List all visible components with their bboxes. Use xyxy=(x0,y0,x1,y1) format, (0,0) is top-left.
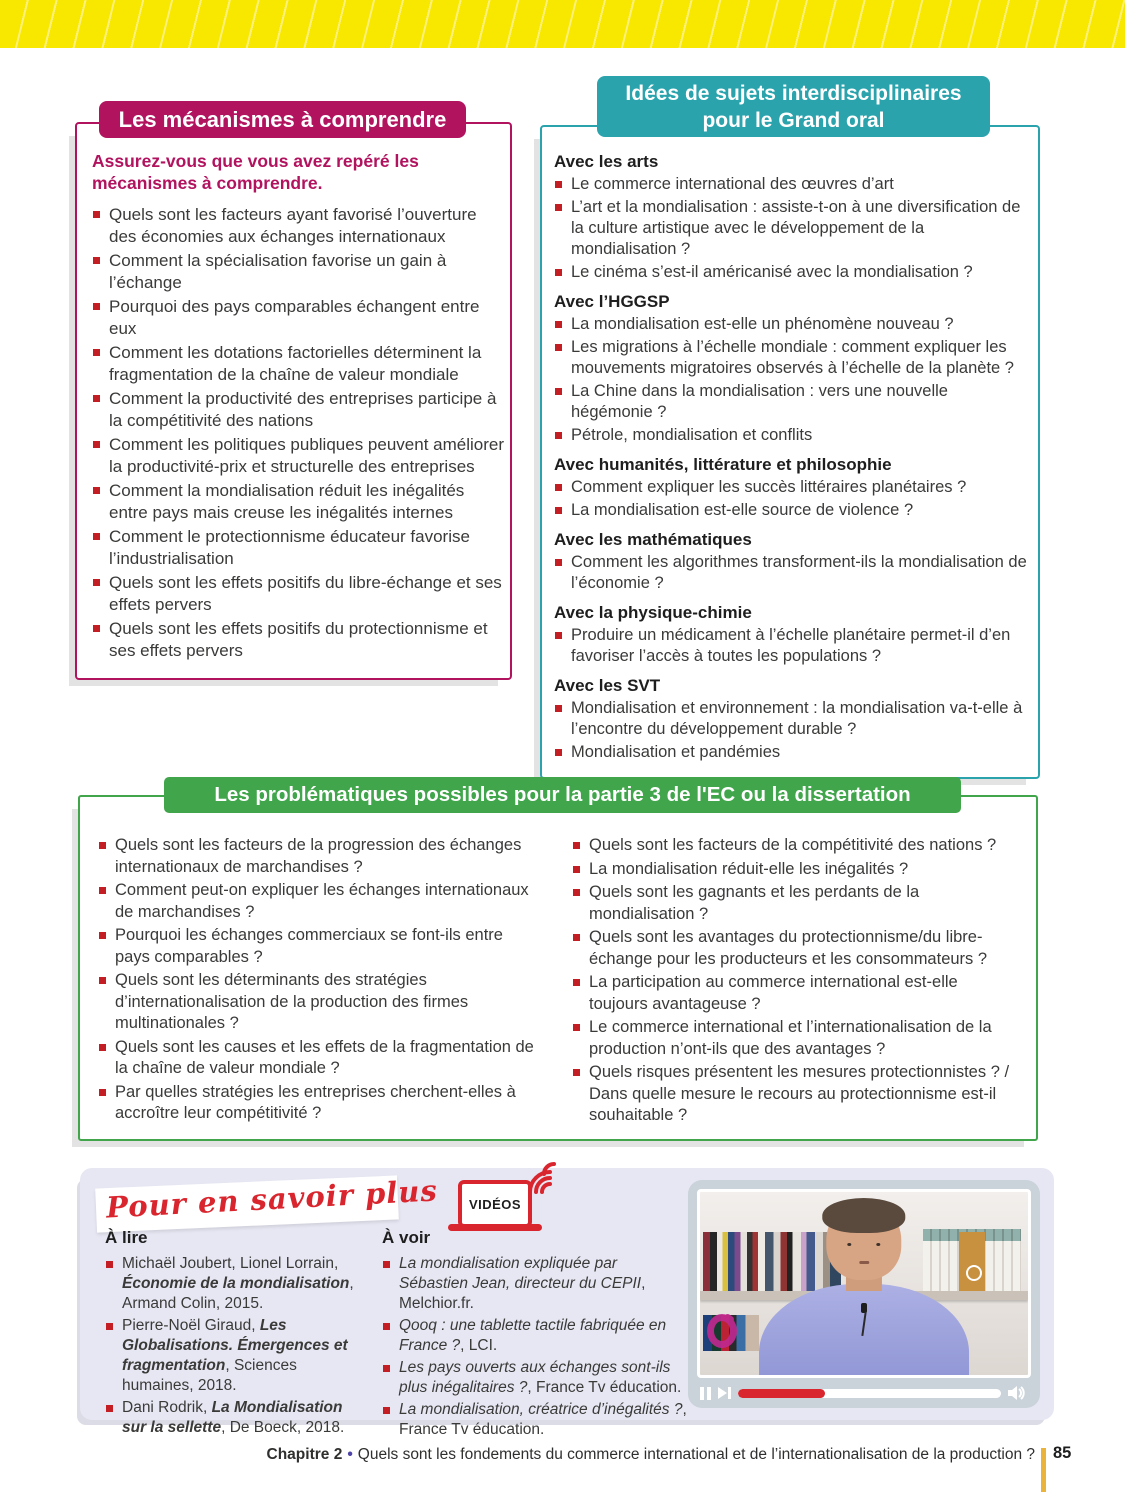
bullet-square-icon xyxy=(106,1405,113,1412)
list-item: Quels sont les facteurs ayant favorisé l’ouverture des économies aux échanges internationaux xyxy=(92,204,507,248)
footer-accent-bar xyxy=(1041,1448,1046,1492)
grand-oral-section xyxy=(554,602,1030,667)
mechanisms-box-title: Les mécanismes à comprendre xyxy=(99,101,466,138)
bullet-square-icon xyxy=(555,632,562,639)
list-item: Qooq : une tablette tactile fabriquée en France ?, LCI. xyxy=(382,1316,690,1356)
section-heading: Avec les mathématiques xyxy=(554,530,752,549)
bullet-square-icon xyxy=(93,349,100,356)
savoir-plus-panel xyxy=(80,1168,1054,1438)
mechanisms-intro: Assurez-vous que vous avez repéré les mécanismes à comprendre. xyxy=(92,151,419,193)
video-player[interactable] xyxy=(688,1180,1040,1408)
mechanisms-list xyxy=(92,204,504,662)
video-controls xyxy=(700,1384,1028,1402)
bullet-square-icon xyxy=(555,321,562,328)
list-item: Comment la mondialisation réduit les inégalités entre pays mais creuse les inégalités internes xyxy=(92,480,507,524)
list-item: La mondialisation est-elle un phénomène nouveau ? xyxy=(554,314,1030,335)
bullet-square-icon xyxy=(93,303,100,310)
footer-separator: • xyxy=(347,1446,353,1463)
list-item: Produire un médicament à l’échelle planétaire permet-il d’en favoriser l’accès à toutes les populations ? xyxy=(554,625,1030,667)
pause-button[interactable] xyxy=(700,1387,711,1400)
bullet-square-icon xyxy=(573,979,580,986)
bullet-square-icon xyxy=(106,1261,113,1268)
section-list xyxy=(554,477,1030,521)
list-item: Quels risques présentent les mesures protectionnistes ? / Dans quelle mesure le recours au protectionnisme est-il souhaitable ? xyxy=(572,1062,1016,1127)
bullet-square-icon xyxy=(93,579,100,586)
list-item: Mondialisation et environnement : la mondialisation va-t-elle à l’encontre du développement durable ? xyxy=(554,698,1030,740)
list-item: Comment les algorithmes transforment-ils la mondialisation de l’économie ? xyxy=(554,552,1030,594)
bullet-square-icon xyxy=(383,1261,390,1268)
list-item: Quels sont les causes et les effets de la fragmentation de la chaîne de valeur mondiale ? xyxy=(98,1037,542,1080)
bullet-square-icon xyxy=(106,1323,113,1330)
speaker-mouth xyxy=(859,1261,869,1264)
list-item: La mondialisation expliquée par Sébastien Jean, directeur du CEPII, Melchior.fr. xyxy=(382,1254,690,1314)
bullet-square-icon xyxy=(93,533,100,540)
list-item: Pétrole, mondialisation et conflits xyxy=(554,425,1030,446)
mechanisms-box xyxy=(75,122,512,680)
bullet-square-icon xyxy=(573,842,580,849)
list-item: Le commerce international des œuvres d’art xyxy=(554,174,1030,195)
speaker-eye xyxy=(847,1243,851,1246)
bullet-square-icon xyxy=(555,388,562,395)
list-item: Quels sont les déterminants des stratégies d’internationalisation de la production des firmes multinationales ? xyxy=(98,970,542,1035)
bullet-square-icon xyxy=(555,269,562,276)
decorative-stripes-band xyxy=(0,0,1125,48)
bullet-square-icon xyxy=(93,441,100,448)
list-item: La mondialisation, créatrice d’inégalités ?, France Tv éducation. xyxy=(382,1400,690,1440)
list-item: Le cinéma s’est-il américanisé avec la mondialisation ? xyxy=(554,262,1030,283)
list-item: La Chine dans la mondialisation : vers une nouvelle hégémonie ? xyxy=(554,381,1030,423)
grand-oral-section xyxy=(554,151,1030,283)
videos-badge-label: VIDÉOS xyxy=(468,1196,522,1212)
list-item: Comment les politiques publiques peuvent améliorer la productivité-prix et structurelle des entreprises xyxy=(92,434,507,478)
bullet-square-icon xyxy=(99,842,106,849)
list-item: Comment le protectionnisme éducateur favorise l’industrialisation xyxy=(92,526,507,570)
list-item: Comment les dotations factorielles déterminent la fragmentation de la chaîne de valeur mondiale xyxy=(92,342,507,386)
grand-oral-section xyxy=(554,675,1030,763)
bullet-square-icon xyxy=(555,507,562,514)
bullet-square-icon xyxy=(555,484,562,491)
bullet-square-icon xyxy=(555,432,562,439)
laptop-icon xyxy=(458,1180,532,1228)
list-item: Pourquoi des pays comparables échangent entre eux xyxy=(92,296,507,340)
list-item: Pourquoi les échanges commerciaux se font-ils entre pays comparables ? xyxy=(98,925,542,968)
list-item: La mondialisation est-elle source de violence ? xyxy=(554,500,1030,521)
a-voir-list xyxy=(382,1254,690,1440)
section-list xyxy=(554,698,1030,763)
savoir-plus-title: Pour en savoir plus xyxy=(105,1173,439,1225)
bookshelf-books xyxy=(703,1232,841,1291)
list-item: Les migrations à l’échelle mondiale : comment expliquer les mouvements migratoires observés à l’échelle de la planète ? xyxy=(554,337,1030,379)
section-heading: Avec les SVT xyxy=(554,676,661,695)
section-list xyxy=(554,314,1030,446)
problematiques-box xyxy=(78,795,1038,1141)
bullet-square-icon xyxy=(555,344,562,351)
problematiques-box-title: Les problématiques possibles pour la partie 3 de l'EC ou la dissertation xyxy=(164,777,961,813)
problematiques-left-column xyxy=(98,835,542,1129)
list-item: Pierre-Noël Giraud, Les Globalisations. Émergences et fragmentation, Sciences humaines, 2018. xyxy=(105,1316,367,1396)
list-item: L’art et la mondialisation : assiste-t-on à une diversification de la culture artistique avec le développement de la mondialisation ? xyxy=(554,197,1030,260)
bullet-square-icon xyxy=(573,866,580,873)
section-list xyxy=(554,625,1030,667)
a-lire-list xyxy=(105,1254,367,1438)
list-item: Comment peut-on expliquer les échanges internationaux de marchandises ? xyxy=(98,880,542,923)
bullet-square-icon xyxy=(93,395,100,402)
grand-oral-box-title xyxy=(597,76,990,137)
a-lire-heading: À lire xyxy=(105,1228,148,1247)
list-item: Le commerce international et l’internationalisation de la production n’ont-ils que des avantages ? xyxy=(572,1017,1016,1060)
grand-oral-box xyxy=(540,125,1040,779)
speaker-head xyxy=(826,1203,901,1280)
list-item: Quels sont les avantages du protectionnisme/du libre-échange pour les producteurs et les consommateurs ? xyxy=(572,927,1016,970)
list-item: Quels sont les effets positifs du protectionnisme et ses effets pervers xyxy=(92,618,507,662)
lapel-mic xyxy=(861,1303,867,1313)
section-heading: Avec la physique-chimie xyxy=(554,603,752,622)
bullet-square-icon xyxy=(383,1407,390,1414)
bullet-square-icon xyxy=(555,559,562,566)
section-heading: Avec les arts xyxy=(554,152,659,171)
section-heading: Avec l’HGGSP xyxy=(554,292,670,311)
skip-next-button[interactable] xyxy=(718,1387,731,1399)
bullet-square-icon xyxy=(99,932,106,939)
a-lire-column xyxy=(105,1228,367,1440)
speaker-eye xyxy=(877,1243,881,1246)
section-heading: Avec humanités, littérature et philosophie xyxy=(554,455,892,474)
page-number: 85 xyxy=(1053,1444,1072,1462)
list-item: Comment expliquer les succès littéraires planétaires ? xyxy=(554,477,1030,498)
grand-oral-section xyxy=(554,454,1030,521)
bullet-square-icon xyxy=(573,934,580,941)
list-item: Michaël Joubert, Lionel Lorrain, Économie de la mondialisation, Armand Colin, 2015. xyxy=(105,1254,367,1314)
section-list xyxy=(554,552,1030,594)
list-item: Les pays ouverts aux échanges sont-ils plus inégalitaires ?, France Tv éducation. xyxy=(382,1358,690,1398)
bullet-square-icon xyxy=(555,181,562,188)
problematiques-right-column xyxy=(572,835,1016,1129)
video-still-image xyxy=(697,1189,1031,1378)
grand-oral-sections xyxy=(554,151,1030,763)
bullet-square-icon xyxy=(99,1089,106,1096)
bullet-square-icon xyxy=(573,1069,580,1076)
grand-oral-section xyxy=(554,291,1030,446)
list-item: Quels sont les gagnants et les perdants de la mondialisation ? xyxy=(572,882,1016,925)
bullet-square-icon xyxy=(555,705,562,712)
list-item: Dani Rodrik, La Mondialisation sur la sellette, De Boeck, 2018. xyxy=(105,1398,367,1438)
grand-oral-section xyxy=(554,529,1030,594)
bullet-square-icon xyxy=(93,487,100,494)
volume-icon[interactable] xyxy=(1008,1385,1028,1401)
bullet-square-icon xyxy=(99,1044,106,1051)
bullet-square-icon xyxy=(555,749,562,756)
footer-chapter-label: Chapitre 2 xyxy=(266,1446,343,1463)
cepii-brochure xyxy=(959,1232,985,1292)
footer-chapter-title: Quels sont les fondements du commerce international et de l’internationalisation de la production ? xyxy=(357,1446,1035,1463)
bullet-square-icon xyxy=(383,1365,390,1372)
list-item: Quels sont les facteurs de la progression des échanges internationaux de marchandises ? xyxy=(98,835,542,878)
grand-oral-title-line2: pour le Grand oral xyxy=(702,108,885,132)
bullet-square-icon xyxy=(573,889,580,896)
bullet-square-icon xyxy=(573,1024,580,1031)
bullet-square-icon xyxy=(383,1323,390,1330)
a-voir-column xyxy=(382,1228,690,1442)
list-item: Quels sont les effets positifs du libre-échange et ses effets pervers xyxy=(92,572,507,616)
section-list xyxy=(554,174,1030,283)
list-item: Quels sont les facteurs de la compétitivité des nations ? xyxy=(572,835,1016,857)
list-item: Par quelles stratégies les entreprises cherchent-elles à accroître leur compétitivité ? xyxy=(98,1082,542,1125)
bullet-square-icon xyxy=(99,887,106,894)
bullet-square-icon xyxy=(555,204,562,211)
list-item: La mondialisation réduit-elle les inégalités ? xyxy=(572,859,1016,881)
progress-bar[interactable] xyxy=(738,1389,1001,1398)
list-item: Mondialisation et pandémies xyxy=(554,742,1030,763)
list-item: La participation au commerce international est-elle toujours avantageuse ? xyxy=(572,972,1016,1015)
video-watermark-logo xyxy=(707,1314,737,1348)
bullet-square-icon xyxy=(93,211,100,218)
grand-oral-title-line1: Idées de sujets interdisciplinaires xyxy=(625,81,962,105)
footer xyxy=(0,1446,1035,1464)
bullet-square-icon xyxy=(93,257,100,264)
videos-badge xyxy=(442,1174,552,1230)
list-item: Comment la productivité des entreprises participe à la compétitivité des nations xyxy=(92,388,507,432)
list-item: Comment la spécialisation favorise un gain à l’échange xyxy=(92,250,507,294)
a-voir-heading: À voir xyxy=(382,1228,431,1247)
bullet-square-icon xyxy=(99,977,106,984)
bullet-square-icon xyxy=(93,625,100,632)
